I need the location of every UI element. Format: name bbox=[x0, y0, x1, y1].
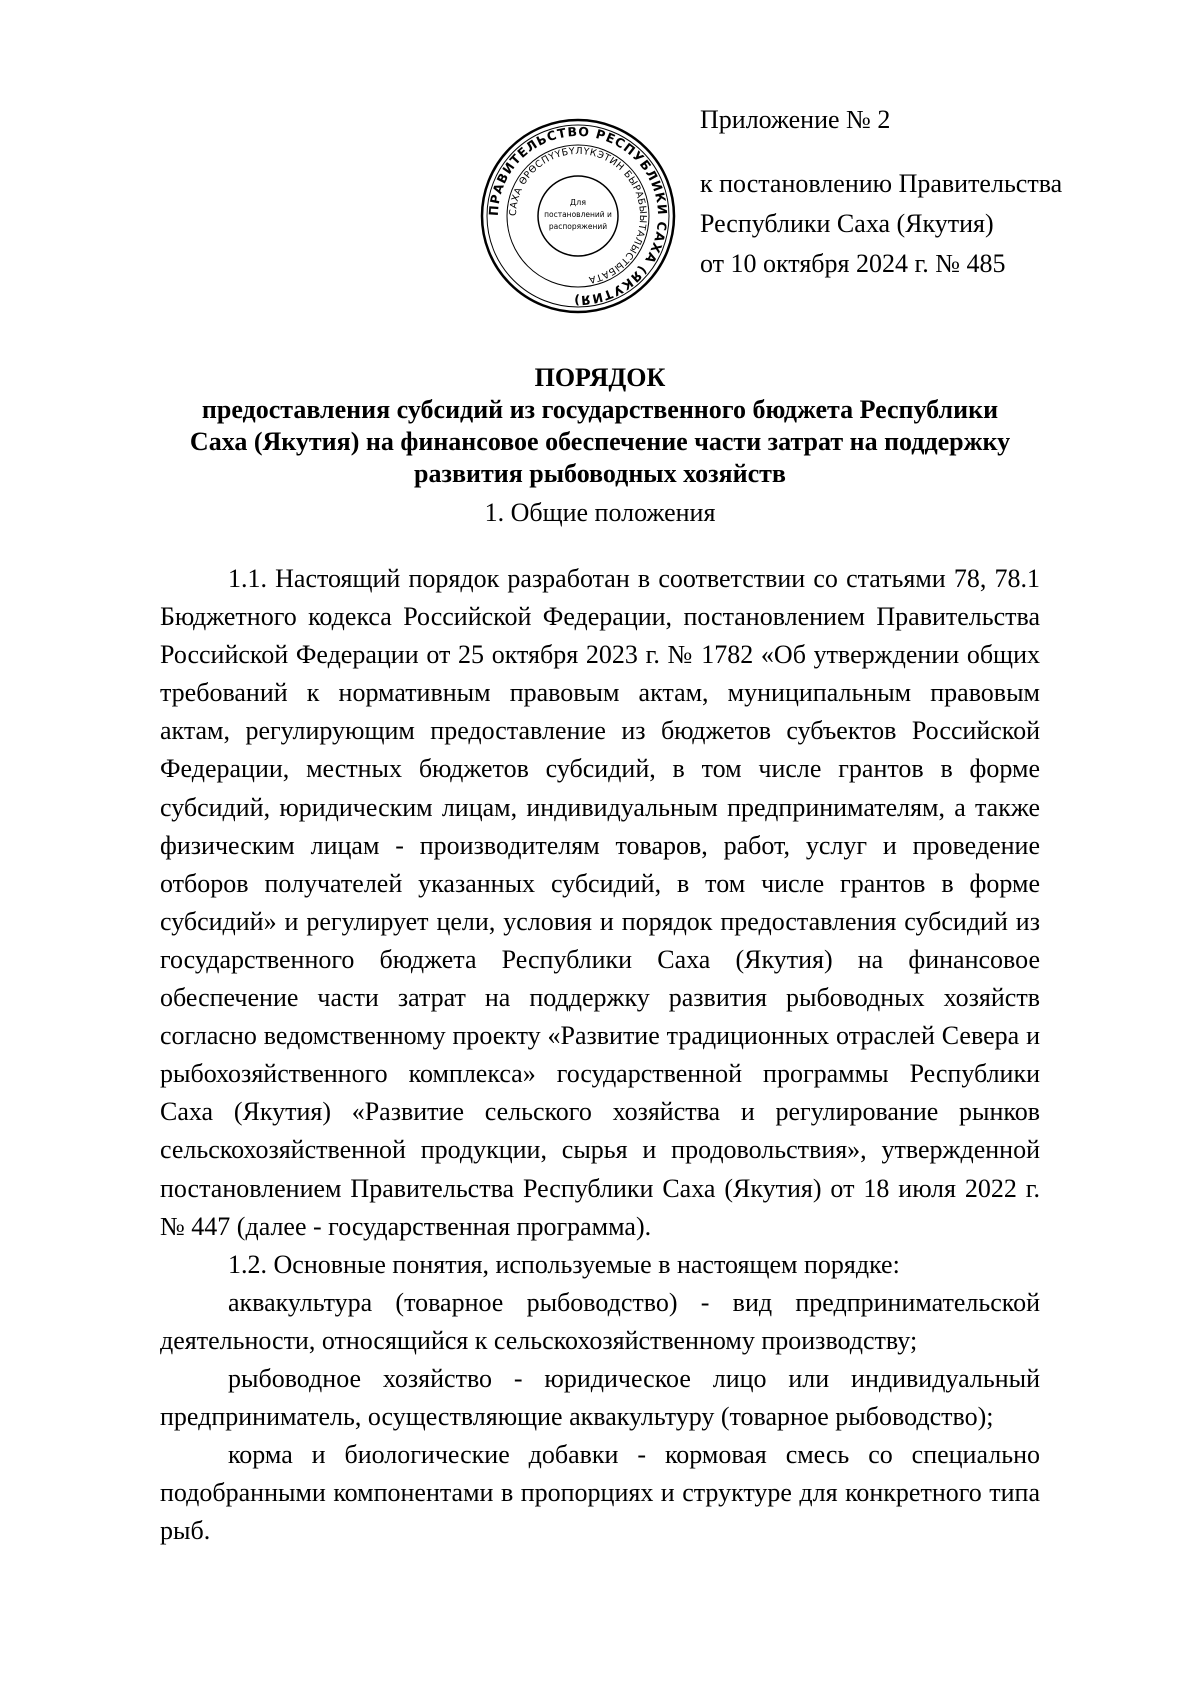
seal-outer-text: ПРАВИТЕЛЬСТВО РЕСПУБЛИКИ САХА (ЯКУТИЯ) bbox=[485, 123, 671, 309]
paragraph-1-2: 1.2. Основные понятия, используемые в настоящем порядке: bbox=[228, 1249, 900, 1279]
definition-feed: корма и биологические добавки - кормовая смесь со специально подобранными компонентами в пропорциях и структуре для конкретного типа рыб. bbox=[160, 1440, 1040, 1546]
title-line-1: предоставления субсидий из государственного бюджета Республики bbox=[201, 395, 999, 424]
appendix-block bbox=[700, 100, 1170, 284]
appendix-date-number: от 10 октября 2024 г. № 485 bbox=[700, 249, 1006, 278]
paragraph-1-1: 1.1. Настоящий порядок разработан в соответствии со статьями 78, 78.1 Бюджетного кодекса Российской Федерации, постановлением Правительства Российской Федерации от 25 октября 2023 г. № 1782 «Об утверждении общих требований к нормативным правовым актам, муниципальным правовым актам, регулирующим предоставление из бюджетов субъектов Российской Федерации, местных бюджетов субсидий, в том числе грантов в форме субсидий, юридическим лицам, индивидуальным предпринимателям, а также физическим лицам - производителям товаров, работ, услуг и проведение отборов получателей указанных субсидий, в том числе грантов в форме субсидий» и регулирует цели, условия и порядок предоставления субсидий из государственного бюджета Республики Саха (Якутия) на финансовое обеспечение части затрат на поддержку развития рыбоводных хозяйств согласно ведомственному проекту «Развитие традиционных отраслей Севера и рыбохозяйственного комплекса» государственной программы Республики Саха (Якутия) «Развитие сельского хозяйства и регулирование рынков сельскохозяйственной продукции, сырья и продовольствия», утвержденной постановлением Правительства Республики Саха (Якутия) от 18 июля 2022 г. № 447 (далее - государственная программа). bbox=[160, 564, 1040, 1241]
appendix-resolution: к постановлению Правительства bbox=[700, 169, 1063, 198]
seal-center-line-3: распоряжений bbox=[548, 222, 608, 231]
definition-fish-farm: рыбоводное хозяйство - юридическое лицо или индивидуальный предприниматель, осуществляющие аквакультуру (товарное рыбоводство); bbox=[160, 1363, 1040, 1432]
document-body bbox=[160, 560, 1040, 1550]
seal-inner-text: САХА ӨРӨСПҮҮБҮЛҮКЭТИН БЫРАБЫЫТАЛЫСТЫБАТА bbox=[507, 145, 649, 286]
seal-center-line-2: постановлений и bbox=[544, 210, 612, 219]
definition-aquaculture: аквакультура (товарное рыбоводство) - вид предпринимательской деятельности, относящийся к сельскохозяйственному производству; bbox=[160, 1287, 1040, 1355]
official-seal bbox=[478, 116, 678, 316]
document-title bbox=[160, 362, 1040, 490]
title-heading: ПОРЯДОК bbox=[534, 363, 666, 392]
appendix-number: Приложение № 2 bbox=[700, 105, 891, 134]
seal-center-line-1: Для bbox=[569, 198, 587, 207]
appendix-republic: Республики Саха (Якутия) bbox=[700, 209, 994, 238]
title-line-2: Саха (Якутия) на финансовое обеспечение части затрат на поддержку bbox=[189, 427, 1011, 456]
title-line-3: развития рыбоводных хозяйств bbox=[414, 459, 786, 488]
section-heading: 1. Общие положения bbox=[484, 498, 716, 527]
